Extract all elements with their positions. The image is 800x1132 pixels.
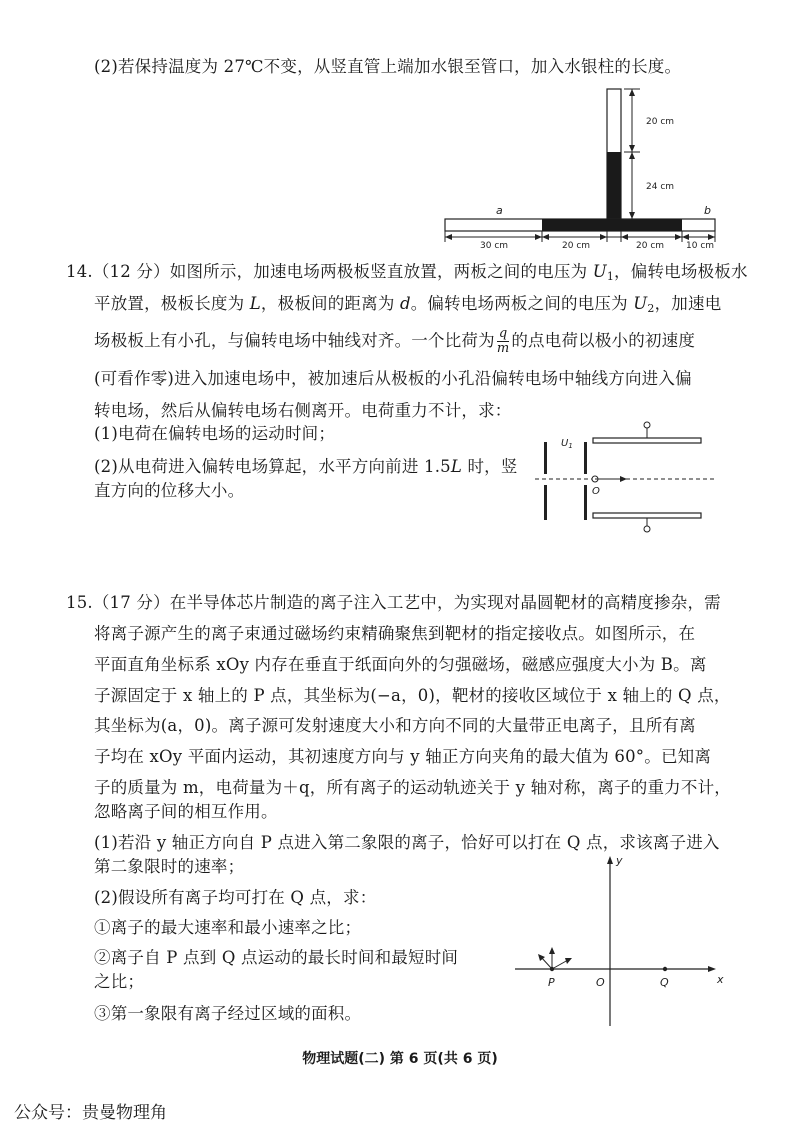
q14-line5: 转电场，然后从偏转电场右侧离开。电荷重力不计，求： xyxy=(94,401,512,420)
q14-line1 xyxy=(66,262,748,287)
label-a: a xyxy=(496,204,503,217)
q15-line5: 其坐标为(a，0)。离子源可发射速度大小和方向不同的大量带正电离子，且所有离 xyxy=(94,716,696,735)
q15-line7: 子的质量为 m，电荷量为＋q，所有离子的运动轨迹关于 y 轴对称，离子的重力不计， xyxy=(94,778,731,797)
q14-line1-b: ，偏转电场极板水 xyxy=(614,262,748,281)
q15-line2: 将离子源产生的离子束通过磁场约束精确聚焦到靶材的指定接收点。如图所示，在 xyxy=(94,624,696,643)
point-P-label: P xyxy=(548,976,555,989)
watermark-text: 公众号：贵曼物理角 xyxy=(14,1103,167,1123)
q15-sub2-item3: ③第一象限有离子经过区域的面积。 xyxy=(94,1004,362,1023)
q14-d: d xyxy=(399,294,411,313)
fig-origin-o: O xyxy=(592,486,600,497)
q13-part2: (2)若保持温度为 27℃不变，从竖直管上端加水银至管口，加入水银柱的长度。 xyxy=(94,57,682,76)
q14-line2-b: ，极板间的距离为 xyxy=(260,294,400,313)
q14-u2-sub: 2 xyxy=(647,302,655,315)
q14-sub2-cont: 直方向的位移大小。 xyxy=(94,481,245,500)
q14-line2-a: 平放置，极板长度为 xyxy=(94,294,250,313)
q14-line1-a: 14.（12 分）如图所示，加速电场两极板竖直放置，两板之间的电压为 xyxy=(66,262,593,281)
q13-tube-figure xyxy=(440,84,730,254)
q15-sub1-cont: 第二象限时的速率； xyxy=(94,857,245,876)
q14-field-figure xyxy=(535,420,715,530)
q14-line4: (可看作零)进入加速电场中，被加速后从极板的小孔沿偏转电场中轴线方向进入偏 xyxy=(94,369,692,388)
q14-line3 xyxy=(94,326,695,356)
page-footer: 物理试题(二) 第 6 页(共 6 页) xyxy=(302,1051,498,1067)
q15-sub2: (2)假设所有离子均可打在 Q 点，求： xyxy=(94,888,377,907)
q15-sub1: (1)若沿 y 轴正方向自 P 点进入第二象限的离子，恰好可以打在 Q 点，求该离子进入 xyxy=(94,833,720,852)
q14-u2: U xyxy=(633,294,648,313)
q15-coordinate-figure xyxy=(510,854,730,1029)
q14-sub2-a: (2)从电荷进入偏转电场算起，水平方向前进 1.5 xyxy=(94,457,451,476)
q15-line1: 15.（17 分）在半导体芯片制造的离子注入工艺中，为实现对晶圆靶材的高精度掺杂，需 xyxy=(66,593,721,612)
dim-h2: 20 cm xyxy=(562,241,591,251)
q14-sub2 xyxy=(94,457,518,477)
dim-vertical-top: 20 cm xyxy=(646,117,675,127)
q14-line2-d: ，加速电 xyxy=(654,294,722,313)
q14-sub2-L: L xyxy=(450,457,463,476)
axis-label-y: y xyxy=(616,854,623,867)
axis-label-x: x xyxy=(717,973,724,986)
label-b: b xyxy=(704,204,711,217)
q15-line4: 子源固定于 x 轴上的 P 点，其坐标为(−a，0)，靶材的接收区域位于 x 轴上的 Q 点， xyxy=(94,686,731,705)
dim-vertical-mid: 24 cm xyxy=(646,182,675,192)
fig-u1: $U_1$ xyxy=(561,438,573,450)
dim-h1: 30 cm xyxy=(480,241,509,251)
origin-O-label: O xyxy=(596,976,605,989)
q14-u1: U xyxy=(592,262,607,281)
q14-sub1: (1)电荷在偏转电场的运动时间； xyxy=(94,424,336,443)
q14-line3-b: 的点电荷以极小的初速度 xyxy=(511,331,696,350)
point-Q-label: Q xyxy=(660,976,669,989)
q14-line3-a: 场极板上有小孔，与偏转电场中轴线对齐。一个比荷为 xyxy=(94,331,495,350)
q15-line3: 平面直角坐标系 xOy 内存在垂直于纸面向外的匀强磁场，磁感应强度大小为 B。离 xyxy=(94,655,707,674)
q15-line6: 子均在 xOy 平面内运动，其初速度方向与 y 轴正方向夹角的最大值为 60°。已知离 xyxy=(94,747,712,766)
q15-sub2-item2-cont: 之比； xyxy=(94,972,145,991)
q14-line2-c: 。偏转电场两板之间的电压为 xyxy=(410,294,634,313)
dim-h4: 10 cm xyxy=(686,241,715,251)
q14-line2 xyxy=(94,294,721,319)
q15-line8: 忽略离子间的相互作用。 xyxy=(94,802,278,821)
q14-u1-sub: 1 xyxy=(606,270,615,283)
q15-sub2-item1: ①离子的最大速率和最小速率之比； xyxy=(94,918,362,937)
charge-mass-ratio: $\frac{q}{m}$ xyxy=(496,326,510,356)
q14-sub2-b: 时，竖 xyxy=(462,457,518,476)
dim-h3: 20 cm xyxy=(636,241,665,251)
q15-sub2-item2: ②离子自 P 点到 Q 点运动的最长时间和最短时间 xyxy=(94,948,459,967)
q14-L: L xyxy=(249,294,261,313)
